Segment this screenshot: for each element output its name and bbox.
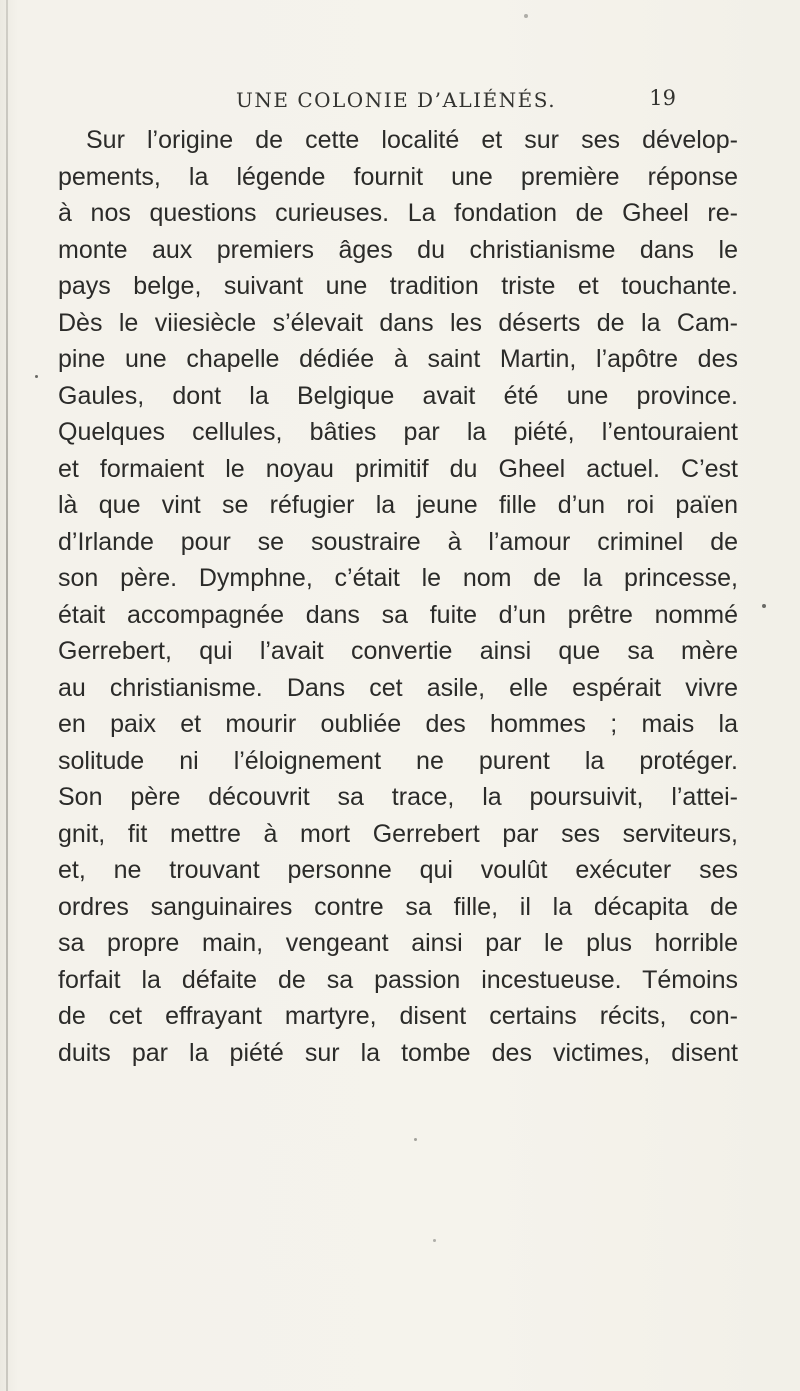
paper-speck [433,1239,436,1242]
page-gutter-edge [6,0,8,1391]
text-line: pine une chapelle dédiée à saint Martin, l’apôtre des [58,345,738,373]
text-line: monte aux premiers âges du christianisme dans le [58,235,738,264]
text-line: gnit, fit mettre à mort Gerrebert par ses serviteurs, [58,819,738,848]
paper-speck [524,14,528,18]
text-line: pements, la légende fournit une première réponse [58,162,738,191]
text-line: et, ne trouvant personne qui voulût exécuter ses [58,856,738,884]
text-line: solitude ni l’éloignement ne purent la protéger. [58,746,738,775]
paper-speck [35,375,38,378]
text-line: de cet effrayant martyre, disent certains récits, con- [58,1002,738,1030]
text-line: forfait la défaite de sa passion incestueuse. Témoins [58,965,738,994]
text-line: duits par la piété sur la tombe des victimes, disent [58,1038,738,1067]
text-line: Sur l’origine de cette localité et sur ses dévelop- [86,126,738,154]
text-line: et formaient le noyau primitif du Gheel actuel. C’est [58,454,738,483]
text-line: Gaules, dont la Belgique avait été une province. [58,381,738,410]
text-line: sa propre main, vengeant ainsi par le plus horrible [58,929,738,957]
text-line: d’Irlande pour se soustraire à l’amour criminel de [58,527,738,556]
paper-speck [414,1138,417,1141]
text-line: à nos questions curieuses. La fondation de Gheel re- [58,199,738,227]
text-line: son père. Dymphne, c’était le nom de la princesse, [58,564,738,592]
text-line: était accompagnée dans sa fuite d’un prêtre nommé [58,600,738,629]
running-head [236,88,676,118]
text-line: au christianisme. Dans cet asile, elle espérait vivre [58,673,738,702]
text-line: ordres sanguinaires contre sa fille, il la décapita de [58,892,738,921]
text-line: Son père découvrit sa trace, la poursuivit, l’attei- [58,783,738,811]
text-line: Quelques cellules, bâties par la piété, l’entouraient [58,418,738,446]
text-line: pays belge, suivant une tradition triste et touchante. [58,272,738,300]
text-line: en paix et mourir oubliée des hommes ; mais la [58,710,738,738]
text-line: Gerrebert, qui l’avait convertie ainsi que sa mère [58,637,738,665]
body-paragraph [58,122,738,1071]
page-number: 19 [649,86,676,110]
running-title: UNE COLONIE D’ALIÉNÉS. [236,88,557,112]
text-line: Dès le viiesiècle s’élevait dans les déserts de la Cam- [58,308,738,337]
paper-speck [762,604,766,608]
text-line: là que vint se réfugier la jeune fille d’un roi païen [58,491,738,519]
